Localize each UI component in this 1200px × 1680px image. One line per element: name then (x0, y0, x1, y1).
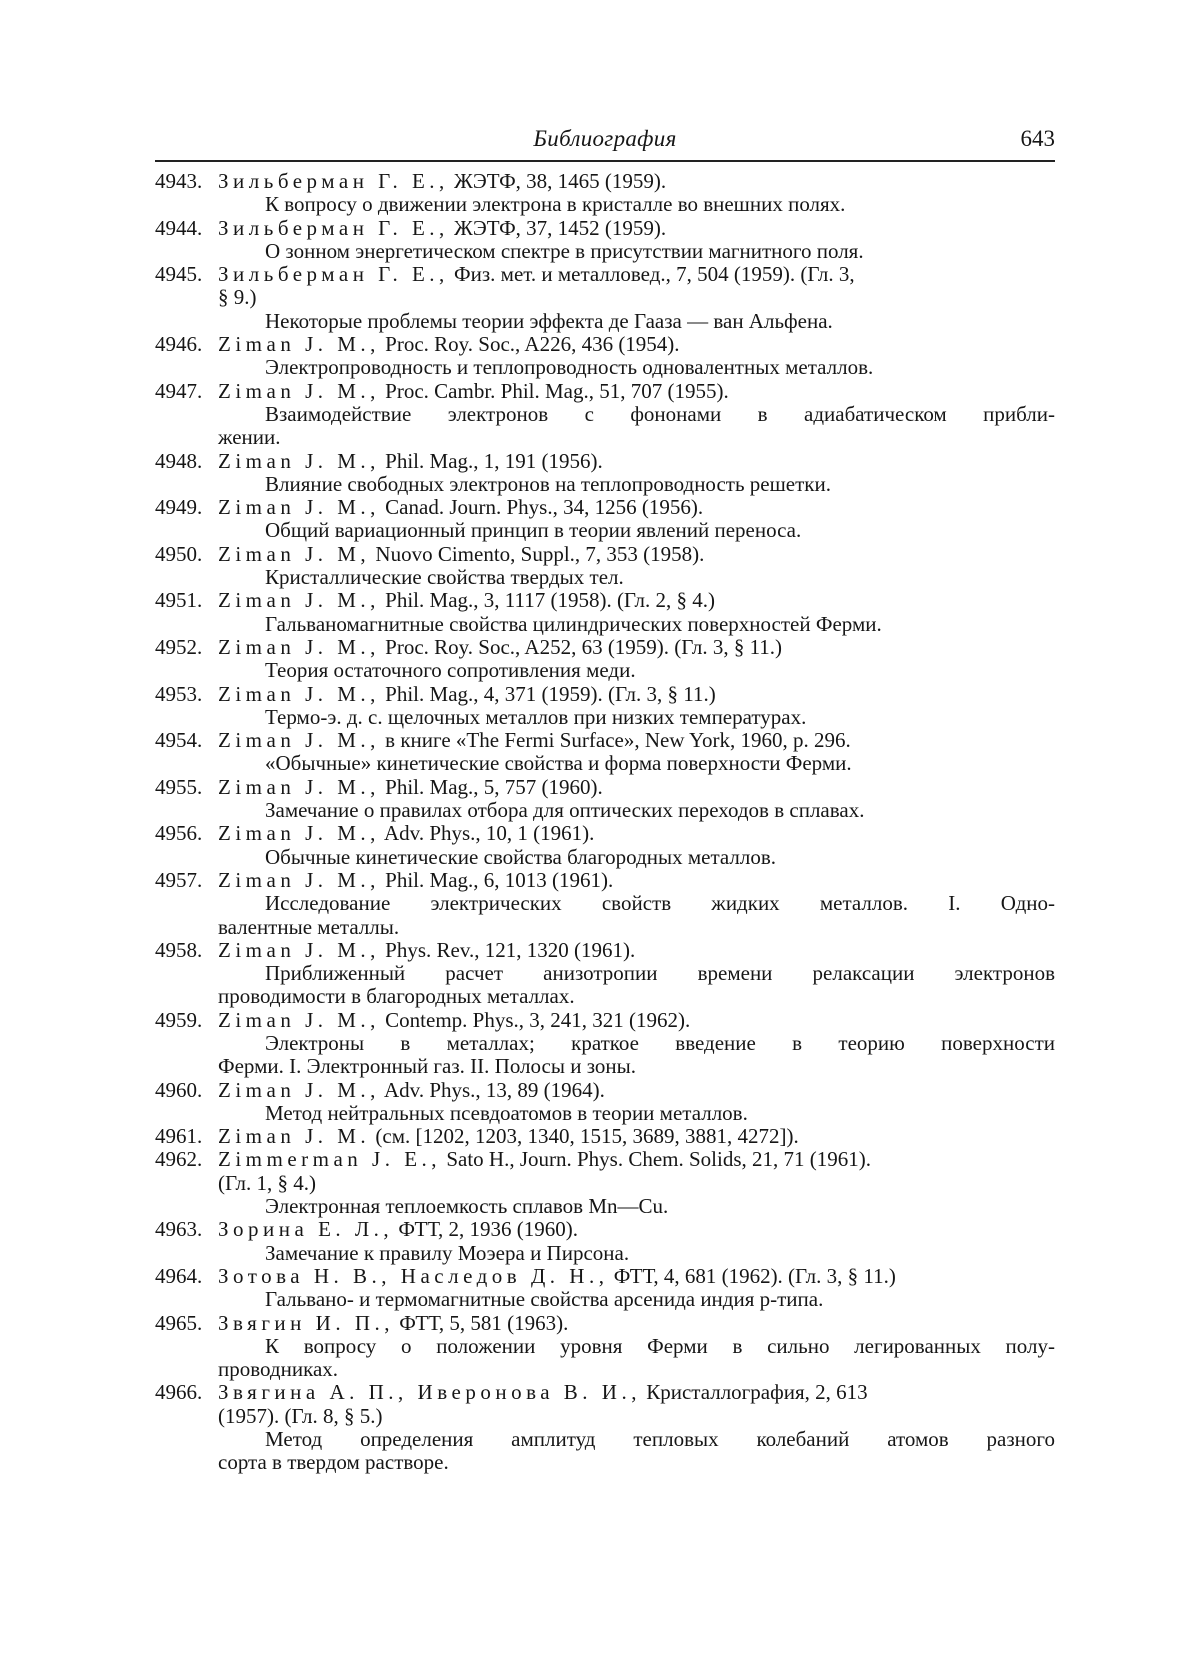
bibliography-entry (155, 380, 1055, 450)
entry-number: 4961. (155, 1124, 203, 1149)
entry-number: 4946. (155, 332, 203, 357)
entry-title-line: Ферми. I. Электронный газ. II. Полосы и зоны. (218, 1054, 636, 1079)
bibliography-entry (155, 1381, 1055, 1474)
bibliography-entry (155, 450, 1055, 497)
entry-author: Зильберман Г. Е., (218, 262, 449, 287)
entry-number: 4953. (155, 681, 203, 706)
citation-line (155, 1218, 1055, 1241)
bibliography-entry (155, 869, 1055, 939)
entry-title-line: Электропроводность и теплопроводность одновалентных металлов. (265, 355, 874, 380)
entry-number: 4960. (155, 1077, 203, 1102)
entry-reference: Phil. Mag., 1, 191 (1956). (379, 448, 603, 473)
bibliography-entry (155, 1265, 1055, 1312)
entry-title-line: проводниках. (218, 1357, 339, 1382)
bibliography-entry (155, 217, 1055, 264)
entry-reference: ФТТ, 4, 681 (1962). (Гл. 3, § 11.) (608, 1263, 896, 1288)
citation-line (155, 543, 1055, 566)
entry-author: Ziman J. M., (218, 1077, 380, 1102)
bibliography-entry (155, 333, 1055, 380)
entry-reference: в книге «The Fermi Surface», New York, 1960, p. 296. (379, 728, 851, 753)
running-title: Библиография (533, 126, 677, 151)
entry-title-line: Взаимодействие электронов с фононами в адиабатическом прибли- (265, 401, 1055, 426)
citation-line (155, 1148, 1055, 1171)
entry-number: 4952. (155, 634, 203, 659)
entry-title-line: жении. (218, 425, 281, 450)
entry-title-line: Общий вариационный принцип в теории явлений переноса. (265, 518, 802, 543)
citation-line (155, 217, 1055, 240)
entry-reference: Кристаллография, 2, 613 (640, 1380, 868, 1405)
entry-number: 4945. (155, 262, 203, 287)
bibliography-entry (155, 263, 1055, 333)
header-rule (155, 160, 1055, 162)
entry-reference: Adv. Phys., 10, 1 (1961). (379, 821, 595, 846)
entry-number: 4963. (155, 1217, 203, 1242)
entry-reference: Adv. Phys., 13, 89 (1964). (379, 1077, 605, 1102)
entry-title-line: Замечание о правилах отбора для оптических переходов в сплавах. (265, 798, 865, 823)
entry-author: Ziman J. M., (218, 728, 380, 753)
entry-author: Ziman J. M. (218, 1124, 371, 1149)
entry-number: 4943. (155, 169, 203, 193)
citation-line (155, 450, 1055, 473)
entry-reference: Proc. Roy. Soc., A226, 436 (1954). (379, 332, 680, 357)
entry-author: Ziman J. M., (218, 774, 380, 799)
entry-number: 4951. (155, 588, 203, 613)
entry-title-line: О зонном энергетическом спектре в присутствии магнитного поля. (265, 238, 864, 263)
bibliography-entry (155, 822, 1055, 869)
entry-number: 4964. (155, 1263, 203, 1288)
bibliography-entry (155, 683, 1055, 730)
bibliography-entry (155, 496, 1055, 543)
page-number: 643 (1020, 126, 1055, 151)
entry-author: Звягина А. П., Иверонова В. И., (218, 1380, 641, 1405)
entry-reference: Sato H., Journ. Phys. Chem. Solids, 21, 71 (1961). (441, 1147, 871, 1172)
entry-reference: Phil. Mag., 4, 371 (1959). (Гл. 3, § 11.) (379, 681, 716, 706)
entry-title-line: Метод нейтральных псевдоатомов в теории металлов. (265, 1100, 748, 1125)
entry-author: Ziman J. M., (218, 634, 380, 659)
bibliography-list (155, 170, 1055, 1475)
citation-line (155, 1312, 1055, 1335)
entry-author: Зильберман Г. Е., (218, 169, 449, 193)
entry-title-line: Метод определения амплитуд тепловых колебаний атомов разного (265, 1427, 1055, 1452)
entry-author: Ziman J. M., (218, 378, 380, 403)
entry-author: Зильберман Г. Е., (218, 215, 449, 240)
entry-author: Ziman J. M., (218, 821, 380, 846)
citation-line (155, 869, 1055, 892)
bibliography-entry (155, 1079, 1055, 1126)
entry-reference: Contemp. Phys., 3, 241, 321 (1962). (379, 1007, 691, 1032)
entry-number: 4950. (155, 541, 203, 566)
entry-author: Ziman J. M., (218, 1007, 380, 1032)
page-header (155, 120, 1055, 160)
entry-author: Ziman J. M., (218, 495, 380, 520)
entry-author: Ziman J. M, (218, 541, 371, 566)
entry-number: 4962. (155, 1147, 203, 1172)
entry-author: Ziman J. M., (218, 332, 380, 357)
entry-title-line: сорта в твердом растворе. (218, 1450, 449, 1475)
entry-reference: ФТТ, 2, 1936 (1960). (393, 1217, 578, 1242)
bibliography-entry (155, 1312, 1055, 1382)
entry-title-line: Гальвано- и термомагнитные свойства арсенида индия p-типа. (265, 1287, 824, 1312)
entry-author: Ziman J. M., (218, 681, 380, 706)
entry-title-line: Некоторые проблемы теории эффекта де Гааза — ван Альфена. (265, 308, 833, 333)
bibliography-entry (155, 589, 1055, 636)
citation-line (155, 589, 1055, 612)
entry-number: 4965. (155, 1310, 203, 1335)
entry-reference: Физ. мет. и металловед., 7, 504 (1959). (Гл. 3, (448, 262, 855, 287)
citation-line (155, 1079, 1055, 1102)
entry-title-line: «Обычные» кинетические свойства и форма поверхности Ферми. (265, 751, 852, 776)
citation-line (155, 729, 1055, 752)
entry-title-line: Теория остаточного сопротивления меди. (265, 658, 636, 683)
entry-number: 4944. (155, 215, 203, 240)
entry-number: 4958. (155, 937, 203, 962)
entry-reference: Phil. Mag., 6, 1013 (1961). (379, 867, 614, 892)
entry-reference: Phys. Rev., 121, 1320 (1961). (379, 937, 636, 962)
entry-number: 4955. (155, 774, 203, 799)
bibliography-entry (155, 1009, 1055, 1079)
citation-continuation: (1957). (Гл. 8, § 5.) (218, 1403, 383, 1428)
entry-reference: Phil. Mag., 5, 757 (1960). (379, 774, 603, 799)
citation-line (155, 636, 1055, 659)
bibliography-entry (155, 776, 1055, 823)
entry-author: Ziman J. M., (218, 448, 380, 473)
citation-line (155, 1125, 1055, 1148)
citation-line (155, 263, 1055, 286)
citation-line (155, 496, 1055, 519)
entry-author: Зотова Н. В., Наследов Д. Н., (218, 1263, 609, 1288)
entry-reference: Canad. Journ. Phys., 34, 1256 (1956). (379, 495, 704, 520)
entry-title-line: Кристаллические свойства твердых тел. (265, 565, 624, 590)
entry-reference: Proc. Cambr. Phil. Mag., 51, 707 (1955). (379, 378, 729, 403)
entry-reference: (см. [1202, 1203, 1340, 1515, 3689, 3881, 4272]). (370, 1124, 799, 1149)
citation-line (155, 822, 1055, 845)
bibliography-entry (155, 729, 1055, 776)
citation-continuation: (Гл. 1, § 4.) (218, 1170, 317, 1195)
entry-author: Ziman J. M., (218, 937, 380, 962)
citation-line (155, 380, 1055, 403)
entry-number: 4954. (155, 728, 203, 753)
entry-title-line: валентные металлы. (218, 914, 400, 939)
entry-title-line: Приближенный расчет анизотропии времени релаксации электронов (265, 961, 1055, 986)
entry-title-line: Гальваномагнитные свойства цилиндрических поверхностей Ферми. (265, 611, 882, 636)
entry-number: 4957. (155, 867, 203, 892)
bibliography-entry (155, 1125, 1055, 1148)
entry-author: Ziman J. M., (218, 867, 380, 892)
entry-title-line: Влияние свободных электронов на теплопроводность решетки. (265, 471, 831, 496)
entry-title-line: Обычные кинетические свойства благородных металлов. (265, 844, 777, 869)
entry-title-line: Термо-э. д. с. щелочных металлов при низких температурах. (265, 704, 807, 729)
entry-number: 4948. (155, 448, 203, 473)
entry-number: 4947. (155, 378, 203, 403)
citation-line (155, 939, 1055, 962)
entry-number: 4956. (155, 821, 203, 846)
entry-title-line: К вопросу о положении уровня Ферми в сильно легированных полу- (265, 1333, 1055, 1358)
entry-author: Ziman J. M., (218, 588, 380, 613)
citation-line (155, 776, 1055, 799)
entry-title-line: Электроны в металлах; краткое введение в теорию поверхности (265, 1030, 1055, 1055)
entry-reference: Nuovo Cimento, Suppl., 7, 353 (1958). (370, 541, 705, 566)
citation-line (155, 1381, 1055, 1404)
entry-reference: ЖЭТФ, 38, 1465 (1959). (448, 169, 667, 193)
entry-title-line: Замечание к правилу Моэера и Пирсона. (265, 1240, 630, 1265)
bibliography-entry (155, 543, 1055, 590)
entry-title-line: проводимости в благородных металлах. (218, 984, 575, 1009)
citation-line (155, 333, 1055, 356)
citation-line (155, 1265, 1055, 1288)
entry-reference: Proc. Roy. Soc., A252, 63 (1959). (Гл. 3, § 11.) (379, 634, 783, 659)
bibliography-entry (155, 1148, 1055, 1218)
bibliography-entry (155, 636, 1055, 683)
bibliography-entry (155, 939, 1055, 1009)
entry-reference: Phil. Mag., 3, 1117 (1958). (Гл. 2, § 4.) (379, 588, 715, 613)
bibliography-entry (155, 1218, 1055, 1265)
citation-line (155, 683, 1055, 706)
entry-number: 4959. (155, 1007, 203, 1032)
entry-title-line: Электронная теплоемкость сплавов Mn—Cu. (265, 1194, 669, 1219)
entry-author: Зорина Е. Л., (218, 1217, 394, 1242)
entry-number: 4949. (155, 495, 203, 520)
citation-line (155, 1009, 1055, 1032)
entry-author: Звягин И. П., (218, 1310, 394, 1335)
entry-reference: ЖЭТФ, 37, 1452 (1959). (448, 215, 667, 240)
entry-title-line: К вопросу о движении электрона в кристалле во внешних полях. (265, 192, 846, 217)
entry-author: Zimmerman J. E., (218, 1147, 442, 1172)
entry-title-line: Исследование электрических свойств жидких металлов. I. Одно- (265, 891, 1055, 916)
citation-continuation: § 9.) (218, 285, 257, 310)
entry-reference: ФТТ, 5, 581 (1963). (394, 1310, 569, 1335)
citation-line (155, 170, 1055, 193)
entry-number: 4966. (155, 1380, 203, 1405)
bibliography-entry (155, 170, 1055, 217)
